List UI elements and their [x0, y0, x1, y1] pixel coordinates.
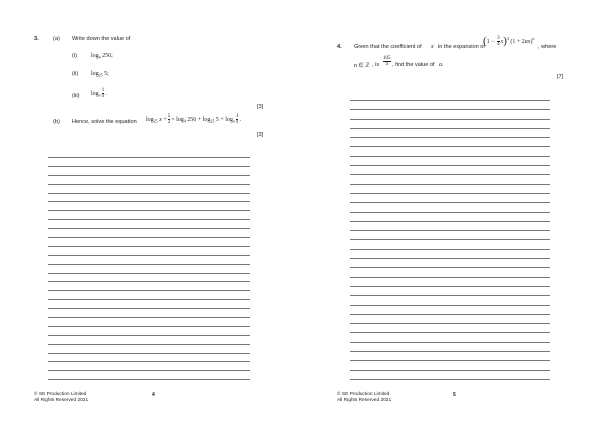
item-i-tail: ; [111, 53, 113, 59]
expansion-expression: (1 − $\frac{3}{4}$ x)$^3$ $(1 + 2ax)^n$ [483, 35, 535, 47]
part-b-label: (b) [53, 119, 60, 125]
answer-line [350, 286, 550, 287]
eq-plus-3: + [220, 116, 224, 123]
answer-line [350, 370, 550, 371]
item-i-base: 4 [98, 54, 101, 60]
item-iii-den: π [101, 94, 105, 99]
answer-line [48, 299, 250, 300]
answer-line [350, 323, 550, 324]
item-iii-base: π [98, 92, 101, 98]
answer-line [350, 128, 550, 129]
item-ii-expression: $\log_{25} 5$; [91, 71, 109, 78]
answer-line [350, 174, 550, 175]
part-b-instruction: Hence, solve the equation [72, 119, 137, 125]
answer-line [48, 210, 250, 211]
part-a-label: (a) [53, 36, 60, 42]
q4-condition: n ∈ ℤ [354, 63, 370, 69]
answer-line [350, 360, 550, 361]
eq-term2-arg: 256 [187, 116, 197, 123]
answer-line [48, 335, 250, 336]
item-iii-label: (iii) [72, 93, 80, 99]
answer-line [350, 332, 550, 333]
footer-copyright: © SE Production Limited [337, 392, 390, 397]
q4-marks: [7] [557, 74, 564, 80]
answer-line [48, 290, 250, 291]
answer-line [350, 156, 550, 157]
answer-line [350, 109, 550, 110]
q4-text-1: Given that the coefficient of [354, 44, 422, 50]
expr-inner: 1 + 2 [512, 38, 525, 45]
answer-line [350, 212, 550, 213]
marks-b: [3] [257, 132, 264, 138]
expr-one: 1 [486, 38, 490, 45]
item-iii-expression: $\log_\pi$ $\frac{1}{\pi}$ . [91, 88, 107, 99]
item-i-expression: $\log_4 256$; [91, 53, 113, 60]
answer-line [48, 157, 250, 158]
eq-term4-base: π [232, 118, 235, 124]
eq-term4-den: π [235, 120, 239, 125]
answer-line [350, 249, 550, 250]
eq-term2-base: 4 [183, 118, 186, 124]
answer-line [48, 317, 250, 318]
question-4-number: 4. [337, 44, 342, 50]
answer-line [48, 184, 250, 185]
expr-minus: − [491, 38, 495, 45]
item-ii-label: (ii) [72, 71, 79, 77]
answer-line [350, 258, 550, 259]
answer-line [350, 267, 550, 268]
answer-line [350, 202, 550, 203]
answer-line [48, 273, 250, 274]
item-i-label: (i) [72, 53, 77, 59]
answer-lines-right[interactable] [350, 100, 550, 380]
answer-line [350, 230, 550, 231]
item-ii-arg: 5 [104, 71, 108, 77]
marks-a: [3] [257, 104, 264, 110]
answer-line [350, 295, 550, 296]
page-number-4: 4 [152, 392, 155, 398]
answer-line [48, 246, 250, 247]
var-a: a [439, 62, 442, 68]
item-i-arg: 256 [102, 53, 112, 59]
answer-line [350, 146, 550, 147]
footer-right [337, 392, 391, 405]
answer-line [350, 277, 550, 278]
value-num: 105 [383, 56, 391, 61]
right-page [300, 0, 600, 424]
answer-line [48, 326, 250, 327]
answer-line [48, 361, 250, 362]
q4-find: , find the value of [392, 62, 435, 68]
answer-line [350, 379, 550, 380]
footer-copyright: © SE Production Limited [34, 392, 87, 397]
value-den: 4 [383, 61, 391, 67]
answer-line [48, 219, 250, 220]
answer-line [350, 193, 550, 194]
q4-var-x [431, 44, 434, 50]
expr-frac-den: 4 [497, 42, 500, 47]
answer-line [48, 193, 250, 194]
q4-period: . [442, 62, 444, 68]
eq-frac-den: 2 [167, 120, 171, 125]
answer-line [350, 351, 550, 352]
item-iii-num: 1 [101, 88, 105, 93]
answer-line [48, 370, 250, 371]
answer-line [350, 314, 550, 315]
footer-rights: All Rights Reserved 2021 [34, 398, 89, 404]
expr-power-n: n [532, 35, 535, 41]
answer-line [350, 165, 550, 166]
item-ii-tail: ; [107, 71, 109, 77]
answer-line [350, 119, 550, 120]
answer-line [48, 344, 250, 345]
eq-plus-1: + [163, 116, 167, 123]
item-ii-base: 25 [98, 72, 103, 78]
q4-is: , is [372, 62, 380, 68]
answer-line [48, 175, 250, 176]
expr-power: 3 [506, 35, 509, 41]
expr-x: x [500, 38, 504, 45]
q4-text-2: in the expansion of [438, 44, 485, 50]
answer-line [48, 308, 250, 309]
footer-rights: All Rights Reserved 2021 [337, 398, 392, 404]
eq-plus-2: + [197, 116, 202, 123]
q4-var-a [439, 62, 444, 68]
item-iii-tail: . [105, 90, 107, 97]
eq-term1-base: 25 [153, 118, 158, 124]
expr-ax: ax [524, 38, 531, 45]
answer-line [350, 221, 550, 222]
answer-line [48, 228, 250, 229]
question-3-number: 3. [34, 36, 39, 42]
eq-term1-arg: x [159, 116, 162, 123]
answer-line [48, 379, 250, 380]
eq-term3-base: 25 [210, 118, 215, 124]
answer-line [48, 166, 250, 167]
part-a-instruction: Write down the value of [72, 36, 131, 42]
answer-line [48, 201, 250, 202]
answer-line [350, 342, 550, 343]
var-x: x [431, 44, 434, 50]
answer-line [48, 353, 250, 354]
q4-where: , where [538, 44, 557, 50]
eq-end: . [239, 116, 241, 123]
answer-line [48, 281, 250, 282]
answer-line [350, 305, 550, 306]
footer-left [34, 392, 88, 405]
answer-line [350, 184, 550, 185]
answer-lines-left[interactable] [48, 157, 250, 380]
page-number-5: 5 [453, 392, 456, 398]
answer-line [48, 255, 250, 256]
answer-line [48, 264, 250, 265]
eq-frac-num: 5 [167, 114, 171, 119]
equation: $\log_{25} x$ + $\frac{5}{2}$ = $\log_4 256 + \log_{25} 5 + \log_\pi$ $\frac{1}{\pi}$ . [146, 114, 241, 125]
answer-line [350, 100, 550, 101]
answer-line [48, 237, 250, 238]
q4-value [382, 56, 392, 67]
eq-term3-arg: 5 [215, 116, 219, 123]
eq-equals: = [171, 116, 175, 123]
eq-term4-num: 1 [235, 114, 239, 119]
answer-line [350, 137, 550, 138]
answer-line [350, 239, 550, 240]
expr-frac-num: 3 [497, 36, 500, 41]
